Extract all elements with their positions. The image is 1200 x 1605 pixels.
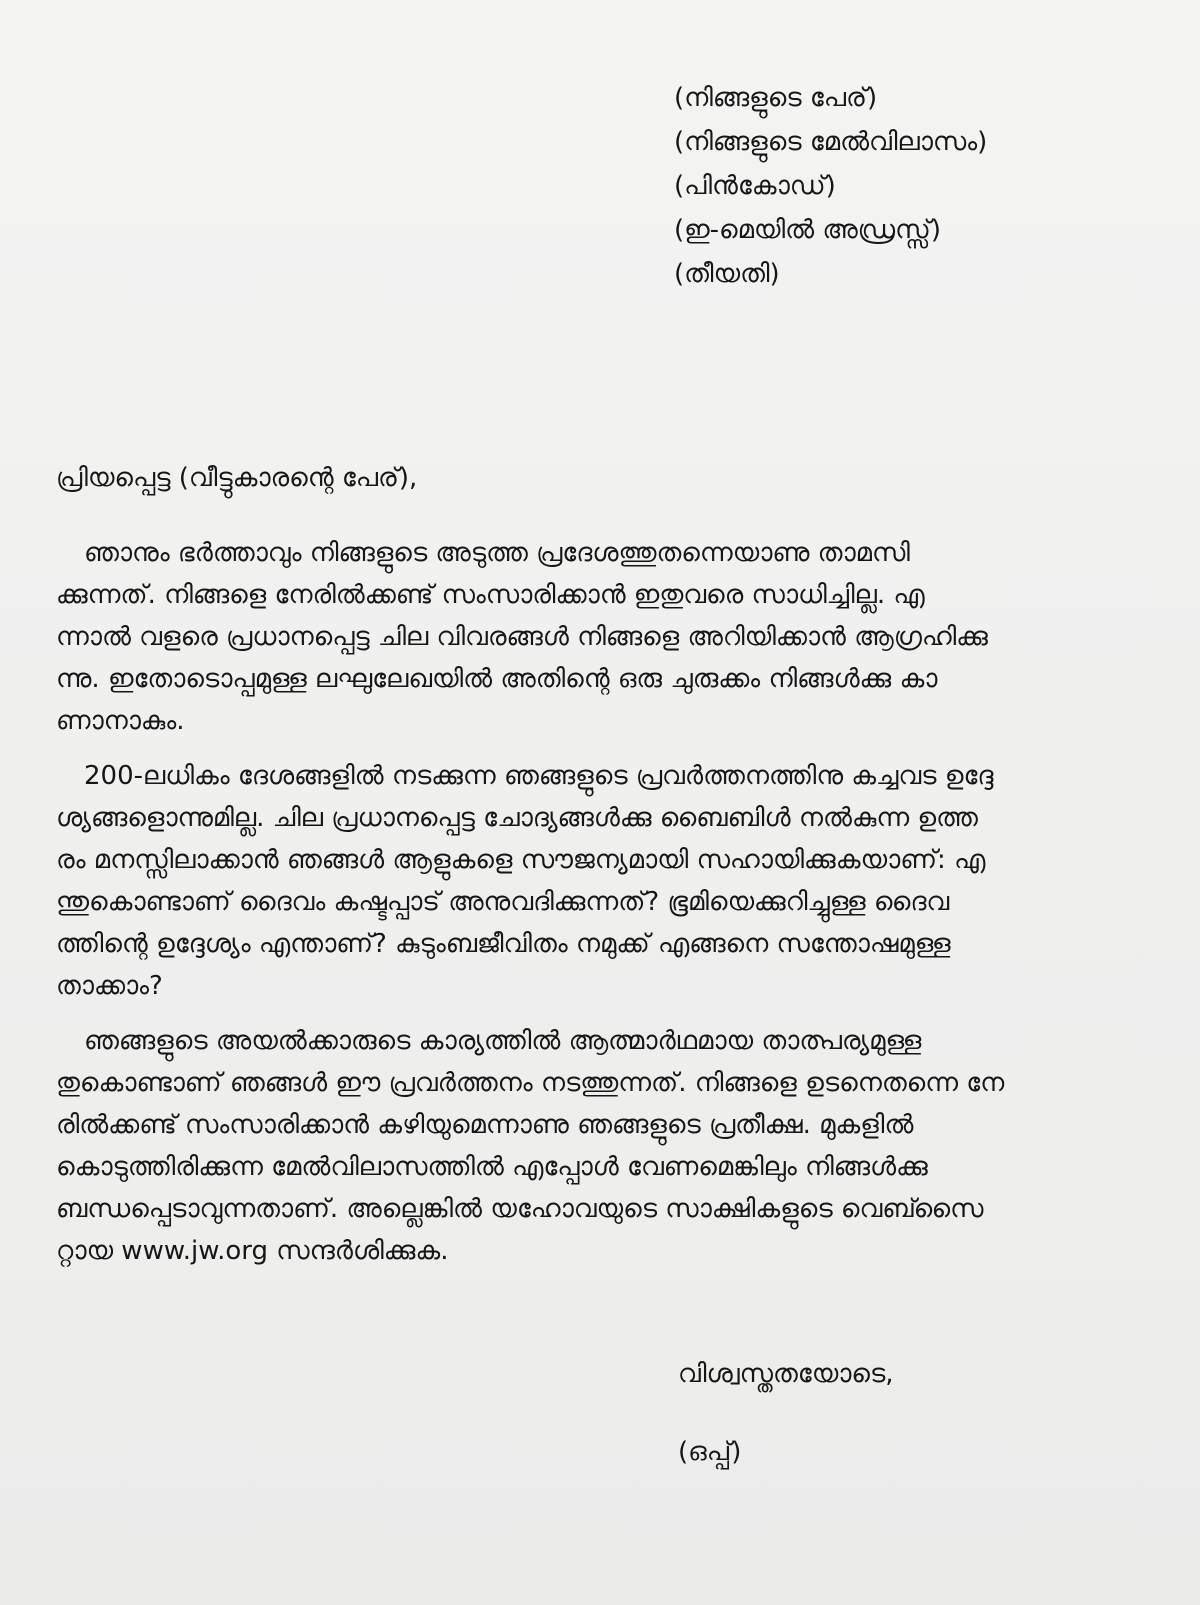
paragraph-line: 200-ലധികം ദേശങ്ങളിൽ നടക്കുന്ന ഞങ്ങളുടെ പ്രവർത്തനത്തിനു കച്ചവട ഉദ്ദേ (84, 761, 994, 791)
paragraph-line: ക്കുന്നത്. നിങ്ങളെ നേരിൽക്കണ്ട് സംസാരിക്കാൻ ഇതുവരെ സാധിച്ചില്ല. എ (56, 580, 925, 610)
paragraph-line: ഞങ്ങളുടെ അയൽക്കാരുടെ കാര്യത്തിൽ ആത്മാർഥമായ താത്പര്യമുള്ള (84, 1026, 922, 1056)
paragraph-line: ന്നാൽ വളരെ പ്രധാനപ്പെട്ട ചില വിവരങ്ങൾ നിങ്ങളെ അറിയിക്കാൻ ആഗ്രഹിക്കു (56, 622, 988, 652)
closing: വിശ്വസ്തതയോടെ, (678, 1359, 894, 1389)
paragraph-line: രിൽക്കണ്ട് സംസാരിക്കാൻ കഴിയുമെന്നാണു ഞങ്ങളുടെ പ്രതീക്ഷ. മുകളിൽ (56, 1110, 914, 1140)
paragraph-line: ഞാനും ഭർത്താവും നിങ്ങളുടെ അടുത്ത പ്രദേശത്തുതന്നെയാണു താമസി (84, 538, 910, 568)
paragraph-line: റ്റായ www.jw.org സന്ദർശിക്കുക. (56, 1236, 449, 1266)
paragraph-line: താക്കാം? (56, 971, 163, 1001)
paragraph-line: ബന്ധപ്പെടാവുന്നതാണ്. അല്ലെങ്കിൽ യഹോവയുടെ സാക്ഷികളുടെ വെബ്സൈ (56, 1194, 984, 1224)
letter-date: (തീയതി) (674, 259, 780, 289)
sender-address: (നിങ്ങളുടെ മേൽവിലാസം) (674, 127, 988, 157)
sender-pincode: (പിൻകോഡ്) (674, 171, 836, 201)
paragraph-line: ന്നു. ഇതോടൊപ്പമുള്ള ലഘുലേഖയിൽ അതിന്റെ ഒരു ചുരുക്കം നിങ്ങൾക്കു കാ (56, 664, 938, 694)
paragraph (56, 532, 1150, 742)
letter-body (56, 532, 1150, 1285)
sender-email: (ഇ-മെയിൽ അഡ്രസ്സ്) (674, 215, 941, 245)
paragraph-line: തുകൊണ്ടാണ് ഞങ്ങൾ ഈ പ്രവർത്തനം നടത്തുന്നത്. നിങ്ങളെ ഉടനെതന്നെ നേ (56, 1068, 1005, 1098)
paragraph (56, 755, 1150, 1007)
paragraph (56, 1020, 1150, 1272)
paragraph-line: കൊടുത്തിരിക്കുന്ന മേൽവിലാസത്തിൽ എപ്പോൾ വേണമെങ്കിലും നിങ്ങൾക്കു (56, 1152, 928, 1182)
paragraph-line: ന്തുകൊണ്ടാണ് ദൈവം കഷ്ടപ്പാട് അനുവദിക്കുന്നത്? ഭൂമിയെക്കുറിച്ചുള്ള ദൈവ (56, 887, 950, 917)
paragraph-line: ത്തിന്റെ ഉദ്ദേശ്യം എന്താണ്? കുടുംബജീവിതം നമുക്ക് എങ്ങനെ സന്തോഷമുള്ള (56, 929, 951, 959)
signature-placeholder: (ഒപ്പ്) (678, 1437, 742, 1467)
paragraph-line: ണാനാകും. (56, 706, 185, 736)
salutation: പ്രിയപ്പെട്ട (വീട്ടുകാരന്റെ പേര്), (56, 463, 418, 493)
paragraph-line: ശ്യങ്ങളൊന്നുമില്ല. ചില പ്രധാനപ്പെട്ട ചോദ്യങ്ങൾക്കു ബൈബിൾ നൽകുന്ന ഉത്ത (56, 803, 978, 833)
sender-address-block (674, 76, 1174, 296)
paragraph-line: രം മനസ്സിലാക്കാൻ ഞങ്ങൾ ആളുകളെ സൗജന്യമായി സഹായിക്കുകയാണ്: എ (56, 845, 986, 875)
sender-name: (നിങ്ങളുടെ പേര്) (674, 83, 878, 113)
